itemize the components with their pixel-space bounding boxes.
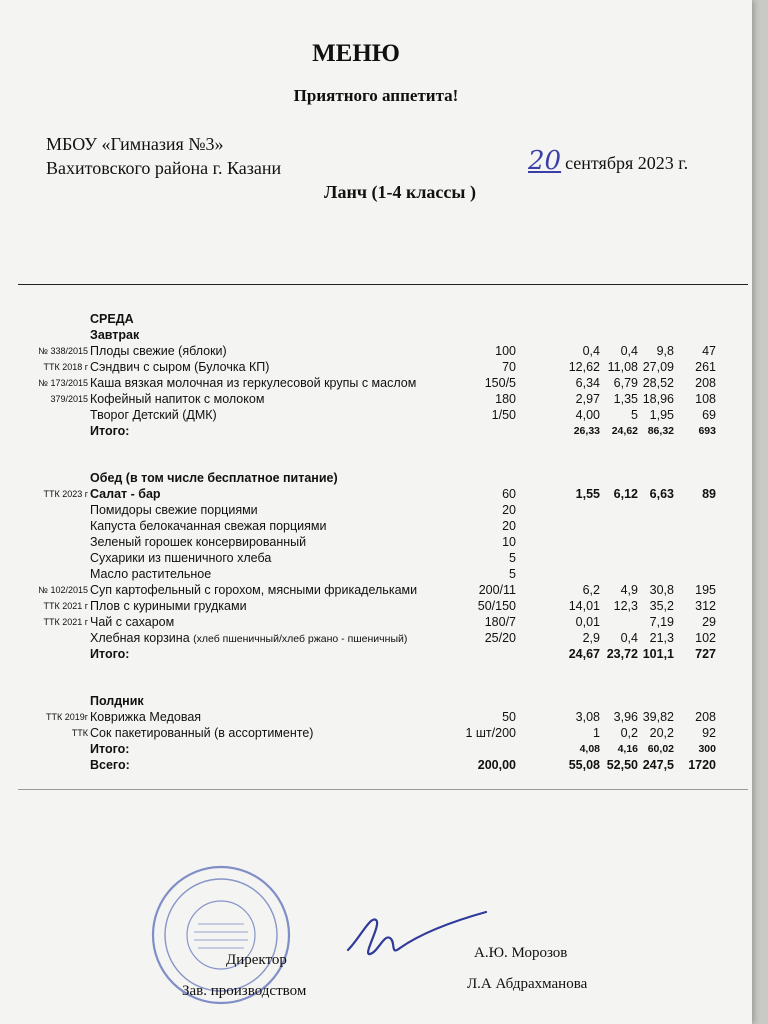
dish-fat: 11,08 — [607, 360, 638, 374]
dish-name: Итого: — [90, 647, 130, 661]
school-district: Вахитовского района г. Казани — [46, 158, 282, 178]
dish-name: Творог Детский (ДМК) — [90, 408, 217, 422]
dish-protein: 1,55 — [575, 487, 600, 501]
dish-name: Масло растительное — [90, 567, 212, 581]
menu-row — [0, 630, 752, 646]
dish-weight: 5 — [509, 551, 516, 565]
dish-fat: 6,79 — [613, 376, 638, 390]
dish-protein: 26,33 — [573, 425, 600, 437]
dish-kcal: 261 — [695, 360, 716, 374]
dish-code: 379/2015 — [50, 394, 88, 404]
dish-name: Всего: — [90, 758, 130, 772]
dish-name: Обед (в том числе бесплатное питание) — [90, 471, 338, 485]
dish-kcal: 727 — [695, 647, 716, 661]
menu-row — [0, 502, 752, 518]
dish-weight: 50/150 — [477, 599, 516, 613]
date-day-handwritten: 20 — [528, 146, 562, 176]
school-name: МБОУ «Гимназия №3» — [46, 134, 224, 154]
dish-protein: 24,67 — [568, 647, 600, 661]
dish-fat: 1,35 — [613, 392, 638, 406]
dish-kcal: 69 — [702, 408, 716, 422]
director-label: Директор — [226, 952, 287, 968]
dish-protein: 6,34 — [575, 376, 600, 390]
dish-name: Полдник — [90, 694, 144, 708]
dish-name: Плоды свежие (яблоки) — [90, 344, 227, 358]
menu-row — [0, 646, 752, 662]
production-manager-label: Зав. производством — [182, 983, 307, 999]
dish-protein: 4,08 — [579, 743, 600, 755]
dish-kcal: 300 — [698, 743, 716, 755]
dish-kcal: 29 — [702, 615, 716, 629]
dish-carbs: 101,1 — [642, 647, 674, 661]
dish-code: № 338/2015 — [38, 346, 88, 356]
dish-code: № 102/2015 — [38, 585, 88, 595]
menu-row — [0, 423, 752, 439]
dish-weight: 25/20 — [484, 631, 516, 645]
dish-weight: 20 — [502, 503, 516, 517]
dish-weight: 200,00 — [477, 758, 516, 772]
dish-kcal: 89 — [702, 487, 716, 501]
menu-row — [0, 709, 752, 725]
dish-carbs: 30,8 — [649, 583, 674, 597]
dish-carbs: 35,2 — [649, 599, 674, 613]
table-top-rule — [18, 284, 748, 285]
dish-carbs: 18,96 — [642, 392, 674, 406]
dish-protein: 0,01 — [575, 615, 600, 629]
dish-kcal: 108 — [695, 392, 716, 406]
menu-date — [528, 146, 688, 176]
menu-row — [0, 757, 752, 773]
menu-row — [0, 327, 752, 343]
menu-row — [0, 375, 752, 391]
menu-row — [0, 470, 752, 486]
menu-row — [0, 343, 752, 359]
dish-fat: 5 — [631, 408, 638, 422]
dish-kcal: 92 — [702, 726, 716, 740]
menu-row — [0, 582, 752, 598]
dish-name: СРЕДА — [90, 312, 134, 326]
dish-fat: 0,4 — [620, 631, 638, 645]
dish-fat: 12,3 — [613, 599, 638, 613]
dish-kcal: 693 — [698, 425, 716, 437]
school-block — [46, 132, 281, 180]
dish-protein: 4,00 — [575, 408, 600, 422]
menu-row — [0, 614, 752, 630]
dish-weight: 100 — [495, 344, 516, 358]
dish-code: ТТК — [71, 728, 88, 738]
menu-row — [0, 359, 752, 375]
dish-kcal: 208 — [695, 710, 716, 724]
dish-name: Сэндвич с сыром (Булочка КП) — [90, 360, 270, 374]
dish-weight: 70 — [502, 360, 516, 374]
dish-carbs: 7,19 — [649, 615, 674, 629]
dish-carbs: 1,95 — [649, 408, 674, 422]
menu-row — [0, 725, 752, 741]
table-bottom-rule — [18, 789, 748, 790]
menu-row — [0, 566, 752, 582]
dish-carbs: 21,3 — [649, 631, 674, 645]
dish-carbs: 86,32 — [647, 425, 674, 437]
date-month-year: сентября 2023 г. — [565, 153, 689, 173]
dish-protein: 1 — [593, 726, 600, 740]
dish-carbs: 6,63 — [649, 487, 674, 501]
menu-row — [0, 518, 752, 534]
dish-carbs: 27,09 — [642, 360, 674, 374]
dish-protein: 2,97 — [575, 392, 600, 406]
dish-fat: 3,96 — [613, 710, 638, 724]
dish-code: ТТК 2019г — [45, 712, 88, 722]
dish-name: Коврижка Медовая — [90, 710, 202, 724]
dish-protein: 6,2 — [582, 583, 600, 597]
dish-protein: 0,4 — [582, 344, 600, 358]
dish-protein: 3,08 — [575, 710, 600, 724]
dish-code: ТТК 2021 г — [43, 601, 88, 611]
dish-name: Салат - бар — [90, 487, 161, 501]
dish-kcal: 102 — [695, 631, 716, 645]
dish-weight: 1 шт/200 — [465, 726, 516, 740]
director-signature — [340, 898, 490, 968]
dish-weight: 5 — [509, 567, 516, 581]
dish-name: Итого: — [90, 424, 130, 438]
dish-name: Помидоры свежие порциями — [90, 503, 258, 517]
dish-fat: 23,72 — [606, 647, 638, 661]
production-manager-name: Л.А Абдрахманова — [467, 976, 588, 992]
dish-fat: 52,50 — [606, 758, 638, 772]
dish-weight: 20 — [502, 519, 516, 533]
dish-fat: 0,4 — [620, 344, 638, 358]
dish-protein: 2,9 — [582, 631, 600, 645]
dish-weight: 200/11 — [478, 583, 516, 597]
dish-name: Итого: — [90, 742, 130, 756]
dish-protein: 12,62 — [568, 360, 600, 374]
dish-weight: 50 — [502, 710, 516, 724]
dish-weight: 180 — [495, 392, 516, 406]
dish-code: ТТК 2021 г — [43, 617, 88, 627]
dish-kcal: 312 — [695, 599, 716, 613]
dish-weight: 1/50 — [491, 408, 516, 422]
page-title: МЕНЮ — [312, 40, 400, 67]
dish-weight: 180/7 — [484, 615, 516, 629]
dish-fat: 0,2 — [620, 726, 638, 740]
menu-row — [0, 598, 752, 614]
menu-row — [0, 693, 752, 709]
dish-kcal: 1720 — [688, 758, 716, 772]
dish-name: Кофейный напиток с молоком — [90, 392, 265, 406]
dish-name-note: (хлеб пшеничный/хлеб ржано - пшеничный) — [193, 633, 408, 645]
menu-row — [0, 534, 752, 550]
dish-fat: 4,9 — [620, 583, 638, 597]
dish-code: ТТК 2023 г — [43, 489, 88, 499]
dish-fat: 24,62 — [611, 425, 638, 437]
dish-name: Зеленый горошек консервированный — [90, 535, 307, 549]
menu-row — [0, 550, 752, 566]
page-subtitle: Приятного аппетита! — [293, 86, 459, 105]
dish-name-main: Хлебная корзина — [90, 631, 190, 645]
menu-row — [0, 407, 752, 423]
menu-row — [0, 391, 752, 407]
dish-code: № 173/2015 — [38, 378, 88, 388]
dish-protein: 14,01 — [568, 599, 600, 613]
dish-name: Чай с сахаром — [90, 615, 175, 629]
dish-weight: 10 — [502, 535, 516, 549]
dish-fat: 4,16 — [617, 743, 638, 755]
dish-kcal: 208 — [695, 376, 716, 390]
dish-code: ТТК 2018 г — [43, 362, 88, 372]
dish-weight: 60 — [502, 487, 516, 501]
dish-carbs: 28,52 — [642, 376, 674, 390]
dish-name: Плов с куриными грудками — [90, 599, 247, 613]
menu-row — [0, 311, 752, 327]
menu-row — [0, 741, 752, 757]
dish-carbs: 60,02 — [647, 743, 674, 755]
dish-name: Каша вязкая молочная из геркулесовой крупы с маслом — [90, 376, 417, 390]
dish-name: Капуста белокачанная свежая порциями — [90, 519, 327, 533]
director-name: А.Ю. Морозов — [474, 945, 568, 961]
dish-weight: 150/5 — [484, 376, 516, 390]
meal-type-heading: Ланч (1-4 классы ) — [324, 182, 476, 202]
dish-carbs: 9,8 — [656, 344, 674, 358]
dish-name: Сок пакетированный (в ассортименте) — [90, 726, 314, 740]
dish-kcal: 47 — [702, 344, 716, 358]
dish-fat: 6,12 — [613, 487, 638, 501]
dish-kcal: 195 — [695, 583, 716, 597]
dish-protein: 55,08 — [568, 758, 600, 772]
menu-row — [0, 486, 752, 502]
dish-name: Завтрак — [90, 328, 140, 342]
dish-name: Суп картофельный с горохом, мясными фрикадельками — [90, 583, 418, 597]
dish-name: Сухарики из пшеничного хлеба — [90, 551, 272, 565]
dish-carbs: 247,5 — [642, 758, 674, 772]
dish-carbs: 39,82 — [642, 710, 674, 724]
dish-name — [90, 630, 407, 647]
dish-carbs: 20,2 — [649, 726, 674, 740]
